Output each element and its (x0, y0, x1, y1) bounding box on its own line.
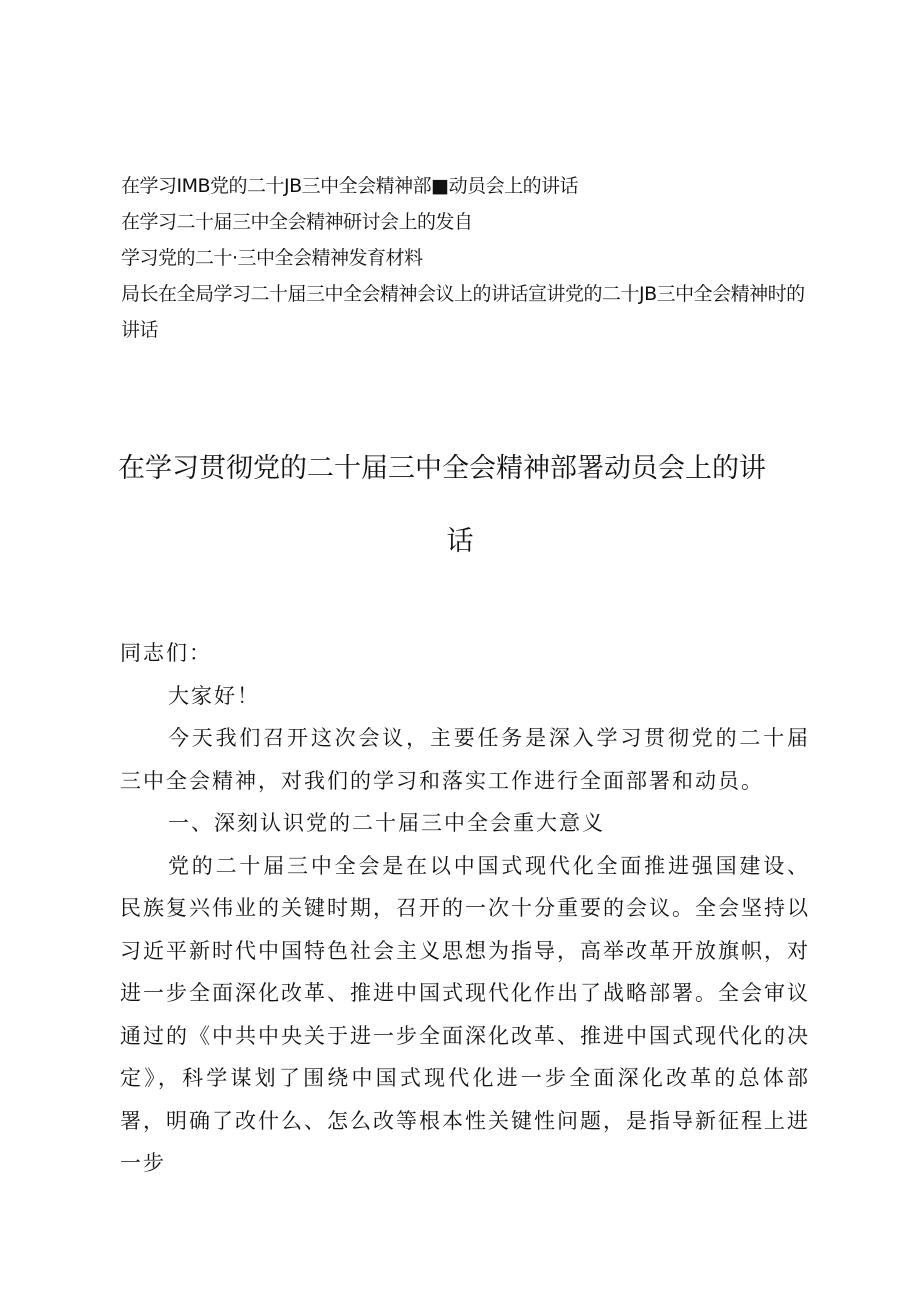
greeting: 大家好！ (168, 683, 260, 708)
section-heading: 一、深刻认识党的二十届三中全会重大意义 (168, 811, 605, 835)
table-of-contents (121, 168, 811, 348)
document-title-continuation: 话 (446, 526, 474, 557)
document-body (120, 632, 810, 1185)
toc-entry[interactable]: 在学习IMB党的二十JB三中全会精神部■动员会上的讲话 (121, 175, 579, 197)
paragraph: 党的二十届三中全会是在以中国式现代化全面推进强国建设、民族复兴伟业的关键时期，召开的一次十分重要的会议。全会坚持以习近平新时代中国特色社会主义思想为指导，高举改革开放旗帜，对进一步全面深化改革、推进中国式现代化作出了战略部署。全会审议通过的《中共中央关于进一步全面深化改革、推进中国式现代化的决定》，科学谋划了围绕中国式现代化进一步全面深化改革的总体部署，明确了改什么、怎么改等根本性关键性问题，是指导新征程上进一步 (120, 853, 810, 1175)
toc-entry[interactable]: 局长在全局学习二十届三中全会精神会议上的讲话宣讲党的二十JB三中全会精神时的讲话 (121, 283, 805, 341)
salutation: 同志们： (120, 641, 212, 665)
toc-entry[interactable]: 在学习二十届三中全会精神研讨会上的发自 (121, 211, 473, 233)
toc-entry[interactable]: 学习党的二十·三中全会精神发育材料 (121, 247, 423, 269)
paragraph: 今天我们召开这次会议，主要任务是深入学习贯彻党的二十届三中全会精神，对我们的学习和落实工作进行全面部署和动员。 (120, 726, 810, 793)
document-title: 在学习贯彻党的二十届三中全会精神部署动员会上的讲 (118, 453, 766, 484)
